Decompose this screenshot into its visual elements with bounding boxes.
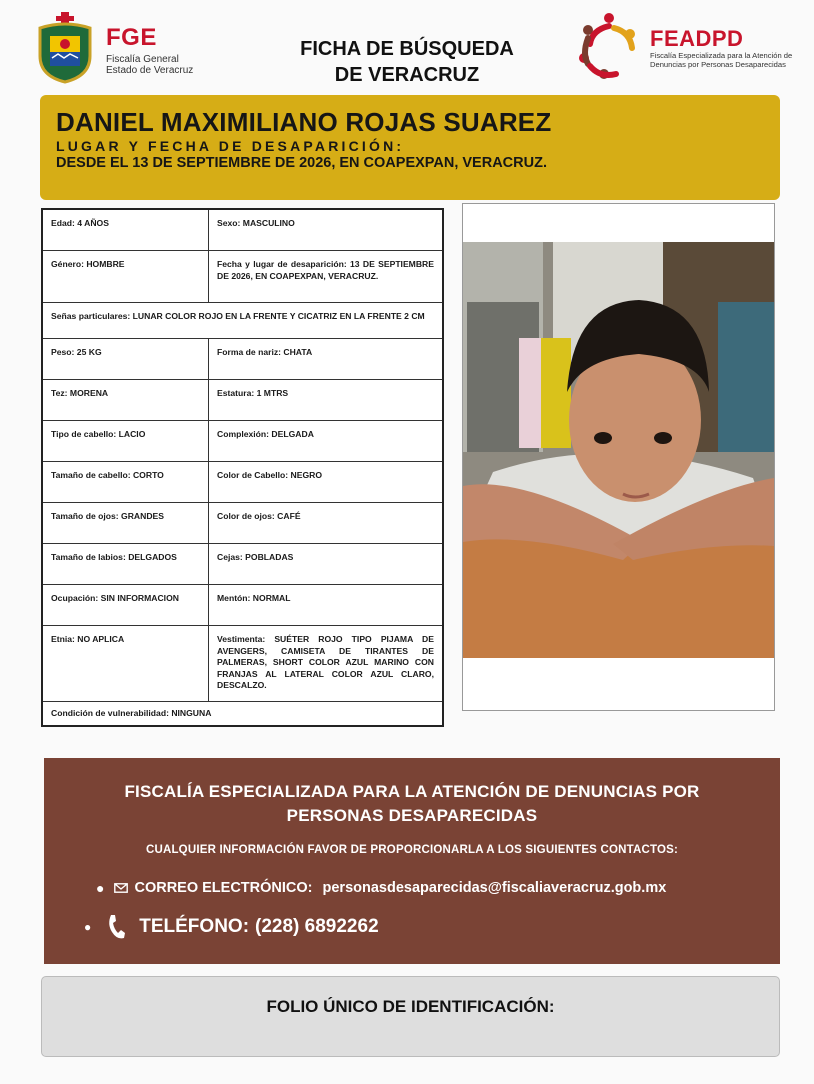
eye-color-cell: Color de ojos: CAFÉ xyxy=(217,511,301,521)
contact-box xyxy=(44,758,780,964)
table-row xyxy=(43,380,442,421)
phone-number[interactable]: (228) 6892262 xyxy=(255,916,379,937)
fge-logo-subtitle xyxy=(106,54,193,76)
table-row xyxy=(43,544,442,585)
vulnerability-cell: Condición de vulnerabilidad: NINGUNA xyxy=(51,708,212,718)
table-row xyxy=(43,339,442,380)
hair-type-cell: Tipo de cabello: LACIO xyxy=(43,421,209,461)
feadpd-subtitle-line2: Denuncias por Personas Desaparecidas xyxy=(650,60,786,69)
feadpd-logo-subtitle xyxy=(650,51,810,69)
skin-cell: Tez: MORENA xyxy=(43,380,209,420)
build-cell: Complexión: DELGADA xyxy=(217,429,314,439)
page-title xyxy=(262,36,552,88)
disappearance-date-place: DESDE EL 13 DE SEPTIEMBRE DE 2026, EN COAPEXPAN, VERACRUZ. xyxy=(56,155,547,171)
table-row xyxy=(43,503,442,544)
gender-cell: Género: HOMBRE xyxy=(43,251,209,302)
disappearance-label: LUGAR Y FECHA DE DESAPARICIÓN: xyxy=(56,138,405,154)
table-row xyxy=(43,251,442,303)
fge-subtitle-line2: Estado de Veracruz xyxy=(106,65,194,76)
veracruz-seal-icon xyxy=(34,12,96,84)
phone-line xyxy=(84,914,379,940)
photo-frame xyxy=(462,203,775,711)
occupation-cell: Ocupación: SIN INFORMACION xyxy=(43,585,209,625)
email-line xyxy=(96,880,666,896)
eye-size-cell: Tamaño de ojos: GRANDES xyxy=(43,503,209,543)
agency-line2: PERSONAS DESAPARECIDAS xyxy=(286,806,538,825)
feadpd-subtitle-line1: Fiscalía Especializada para la Atención de xyxy=(650,51,793,60)
fge-logo xyxy=(34,10,214,88)
nose-cell: Forma de nariz: CHATA xyxy=(217,347,313,357)
name-banner xyxy=(40,95,780,200)
age-cell: Edad: 4 AÑOS xyxy=(43,210,209,250)
folio-label: FOLIO ÚNICO DE IDENTIFICACIÓN: xyxy=(266,997,555,1016)
agency-line1: FISCALÍA ESPECIALIZADA PARA LA ATENCIÓN DE DENUNCIAS POR xyxy=(124,782,700,801)
date-place-cell: Fecha y lugar de desaparición: 13 DE SEPTIEMBRE DE 2026, EN COAPEXPAN, VERACRUZ. xyxy=(217,259,434,281)
details-table xyxy=(41,208,444,727)
table-row xyxy=(43,303,442,339)
clothing-cell: Vestimenta: SUÉTER ROJO TIPO PIJAMA DE AVENGERS, CAMISETA DE TIRANTES DE PALMERAS, SHORT COLOR AZUL MARINO CON FRANJAS AL LATERAL COLOR AZUL CLARO, DESCALZO. xyxy=(217,634,434,690)
bullet-icon: ● xyxy=(84,920,92,934)
agency-name xyxy=(44,780,780,828)
feadpd-logo-name: FEADPD xyxy=(650,26,744,51)
hair-length-cell: Tamaño de cabello: CORTO xyxy=(43,462,209,502)
table-row xyxy=(43,585,442,626)
particular-marks-cell: Señas particulares: LUNAR COLOR ROJO EN LA FRENTE Y CICATRIZ EN LA FRENTE 2 CM xyxy=(51,311,425,321)
phone-label: TELÉFONO: xyxy=(139,916,250,937)
fge-logo-name: FGE xyxy=(106,24,157,51)
table-row xyxy=(43,462,442,503)
sex-cell: Sexo: MASCULINO xyxy=(217,218,295,228)
table-row xyxy=(43,210,442,251)
feadpd-logo xyxy=(574,8,804,88)
mail-icon xyxy=(114,883,128,893)
eyebrows-cell: Cejas: POBLADAS xyxy=(217,552,294,562)
contact-instruction: CUALQUIER INFORMACIÓN FAVOR DE PROPORCIONARLA A LOS SIGUIENTES CONTACTOS: xyxy=(145,844,679,856)
lips-cell: Tamaño de labios: DELGADOS xyxy=(43,544,209,584)
title-line1: FICHA DE BÚSQUEDA xyxy=(300,38,514,60)
table-row xyxy=(43,626,442,702)
title-line2: DE VERACRUZ xyxy=(334,64,480,86)
weight-cell: Peso: 25 KG xyxy=(43,339,209,379)
people-circle-icon xyxy=(574,8,644,88)
table-row xyxy=(43,421,442,462)
folio-box xyxy=(41,976,780,1057)
child-photo xyxy=(463,242,774,658)
email-address[interactable]: personasdesaparecidas@fiscaliaveracruz.gob.mx xyxy=(322,880,667,896)
ethnicity-cell: Etnia: NO APLICA xyxy=(43,626,209,701)
phone-icon xyxy=(107,914,125,940)
hair-color-cell: Color de Cabello: NEGRO xyxy=(217,470,323,480)
fge-subtitle-line1: Fiscalía General xyxy=(106,54,179,65)
table-row xyxy=(43,702,442,725)
bullet-icon: ● xyxy=(96,880,105,896)
height-cell: Estatura: 1 MTRS xyxy=(217,388,289,398)
email-label: CORREO ELECTRÓNICO: xyxy=(134,880,313,896)
chin-cell: Mentón: NORMAL xyxy=(217,593,291,603)
missing-person-name: DANIEL MAXIMILIANO ROJAS SUAREZ xyxy=(56,107,552,137)
